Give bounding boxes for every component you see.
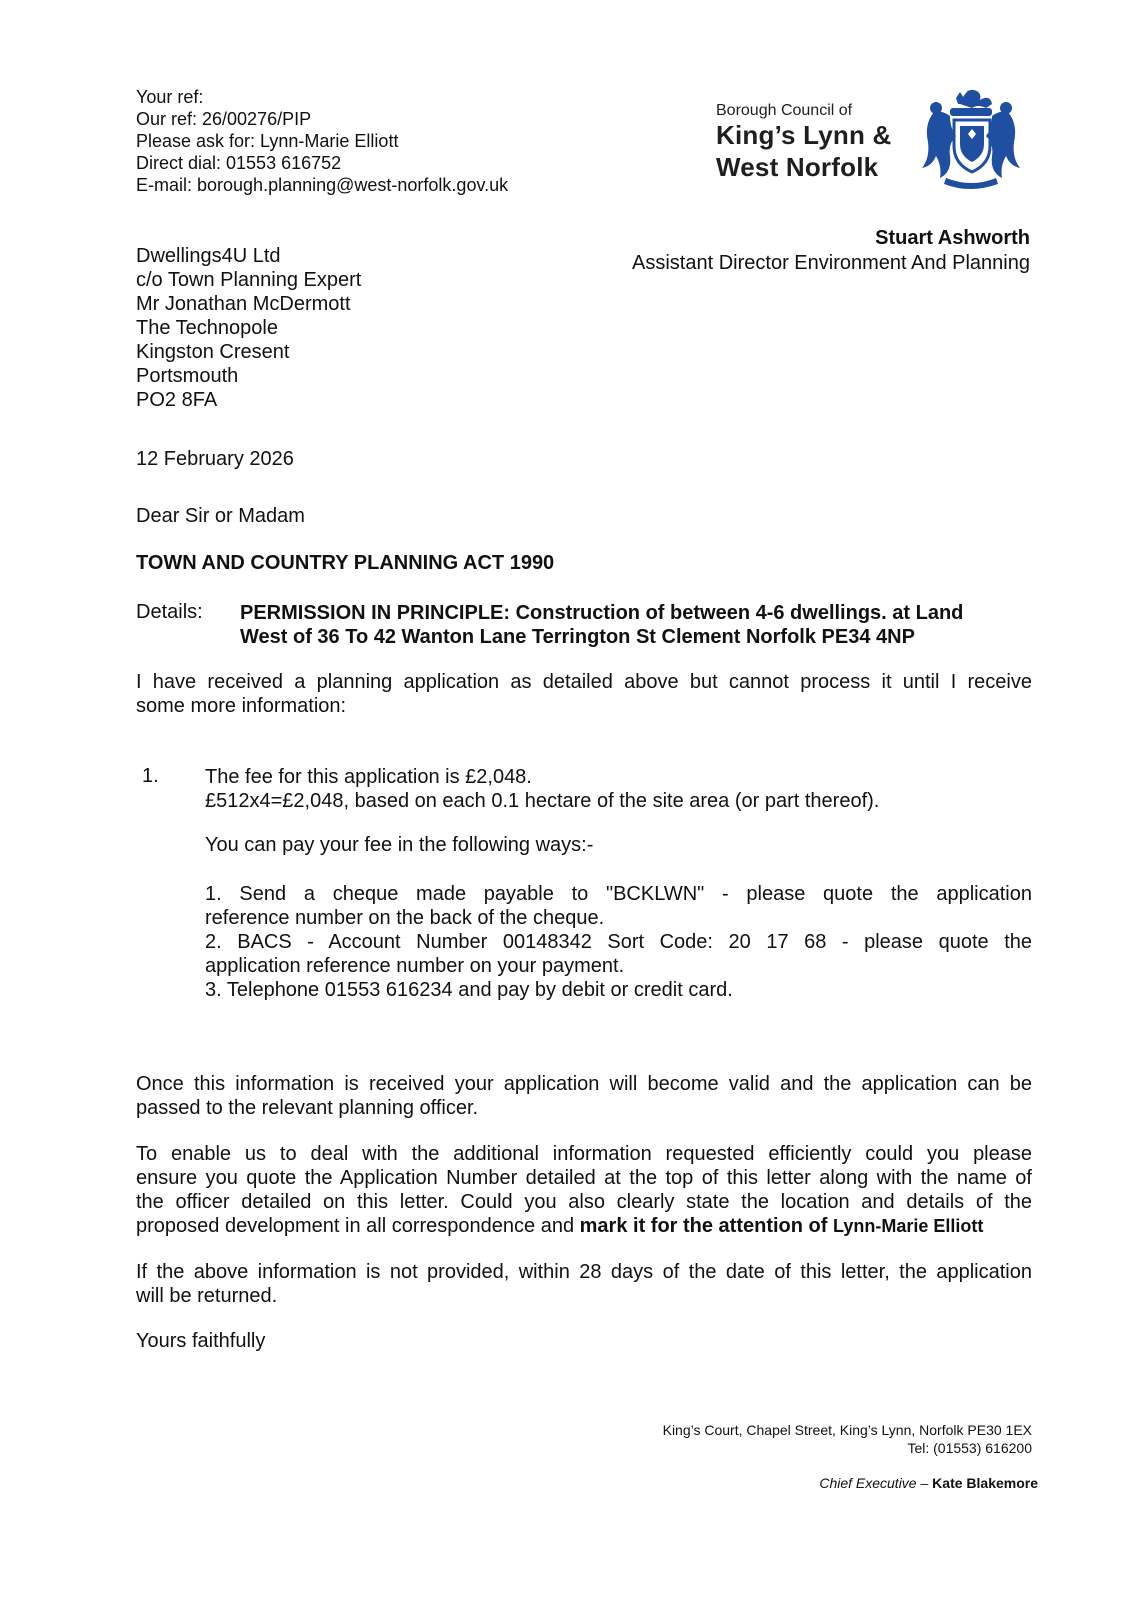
- address-line: The Technopole: [136, 317, 278, 339]
- footer-address: King’s Court, Chapel Street, King’s Lynn, Norfolk PE30 1EX: [662, 1422, 1032, 1438]
- payment-method-line: application reference number on your payment.: [205, 955, 625, 977]
- director-title: Assistant Director Environment And Planning: [632, 252, 1030, 274]
- paragraph-line: will be returned.: [136, 1285, 278, 1307]
- returned-paragraph: [136, 1260, 1032, 1308]
- coat-of-arms-icon: [916, 82, 1026, 190]
- director-name: Stuart Ashworth: [875, 227, 1030, 249]
- paragraph-line: the officer detailed on this letter. Could you also clearly state the location and details of the: [136, 1191, 1032, 1213]
- fee-item: [205, 765, 879, 813]
- direct-dial: Direct dial: 01553 616752: [136, 153, 342, 173]
- paragraph-line: To enable us to deal with the additional information requested efficiently could you please: [136, 1143, 1032, 1165]
- validity-paragraph: [136, 1072, 1032, 1120]
- address-line: Portsmouth: [136, 365, 239, 387]
- director-block: [632, 226, 1030, 276]
- logo-line-3: West Norfolk: [716, 152, 879, 182]
- our-ref: Our ref: 26/00276/PIP: [136, 109, 312, 129]
- footer-tel: Tel: (01553) 616200: [907, 1440, 1032, 1456]
- chief-executive: [819, 1475, 1038, 1491]
- paragraph-line: some more information:: [136, 695, 347, 717]
- council-logo: [716, 82, 1030, 194]
- footer: [663, 1421, 1032, 1457]
- payment-intro: You can pay your fee in the following ways:-: [205, 834, 594, 856]
- payment-methods: [205, 882, 1032, 1002]
- details-label: Details:: [136, 601, 203, 623]
- enable-paragraph: [136, 1142, 1032, 1238]
- reference-block: [136, 86, 508, 196]
- fee-line: The fee for this application is £2,048.: [205, 766, 532, 788]
- officer-name: Lynn-Marie Elliott: [833, 1216, 984, 1236]
- address-line: c/o Town Planning Expert: [136, 269, 362, 291]
- details-text: [240, 601, 963, 649]
- details-line: PERMISSION IN PRINCIPLE: Construction of between 4-6 dwellings. at Land: [240, 602, 964, 624]
- paragraph-line: passed to the relevant planning officer.: [136, 1097, 479, 1119]
- ceo-name: Kate Blakemore: [932, 1475, 1038, 1491]
- ceo-role: Chief Executive –: [819, 1475, 929, 1491]
- salutation: Dear Sir or Madam: [136, 505, 305, 527]
- address-line: Mr Jonathan McDermott: [136, 293, 351, 315]
- item-number: 1.: [142, 765, 159, 787]
- closing: Yours faithfully: [136, 1330, 266, 1352]
- recipient-address: [136, 244, 361, 412]
- email: E-mail: borough.planning@west-norfolk.gov.uk: [136, 175, 509, 195]
- paragraph-line: Once this information is received your application will become valid and the application can be: [136, 1073, 1032, 1095]
- act-heading: TOWN AND COUNTRY PLANNING ACT 1990: [136, 552, 555, 574]
- paragraph-line: If the above information is not provided, within 28 days of the date of this letter, the application: [136, 1261, 1032, 1283]
- fee-calculation: £512x4=£2,048, based on each 0.1 hectare of the site area (or part thereof).: [205, 790, 880, 812]
- your-ref: Your ref:: [136, 87, 204, 107]
- logo-line-2: King’s Lynn &: [716, 120, 892, 150]
- address-line: Dwellings4U Ltd: [136, 245, 281, 267]
- details-line: West of 36 To 42 Wanton Lane Terrington St Clement Norfolk PE34 4NP: [240, 626, 915, 648]
- address-line: Kingston Cresent: [136, 341, 290, 363]
- payment-method-line: reference number on the back of the cheque.: [205, 907, 605, 929]
- ask-for: Please ask for: Lynn-Marie Elliott: [136, 131, 399, 151]
- payment-method-line: 3. Telephone 01553 616234 and pay by debit or credit card.: [205, 979, 733, 1001]
- paragraph-line: [136, 1214, 1032, 1238]
- plain-text: proposed development in all correspondence and: [136, 1215, 580, 1237]
- intro-paragraph: [136, 670, 1032, 718]
- letter-date: 12 February 2026: [136, 448, 294, 470]
- paragraph-line: ensure you quote the Application Number detailed at the top of this letter along with the name of: [136, 1167, 1032, 1189]
- payment-method-line: 2. BACS - Account Number 00148342 Sort Code: 20 17 68 - please quote the: [205, 931, 1032, 953]
- paragraph-line: I have received a planning application as detailed above but cannot process it until I receive: [136, 671, 1032, 693]
- address-line: PO2 8FA: [136, 389, 218, 411]
- attention-text: mark it for the attention of: [579, 1215, 828, 1237]
- payment-method-line: 1. Send a cheque made payable to "BCKLWN" - please quote the application: [205, 883, 1032, 905]
- logo-line-1: Borough Council of: [716, 102, 853, 119]
